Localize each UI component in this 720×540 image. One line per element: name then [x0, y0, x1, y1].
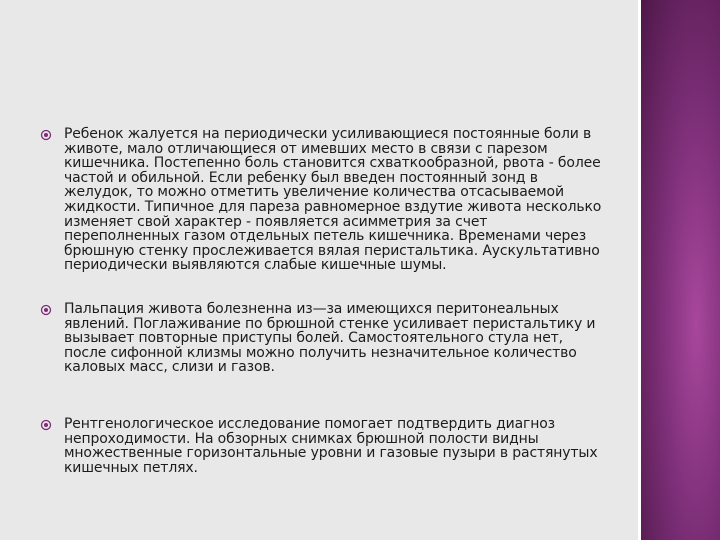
bullet-text: Ребенок жалуется на периодически усиливающиеся постоянные боли в животе, мало отличающиеся от имевших место в связи с парезом кишечника. Постепенно боль становится схваткообразной, рвота - более частой и обильной. Если ребенку был введен постоянный зонд в желудок, то можно отметить увеличение количества отсасываемой жидкости. Типичное для пареза равномерное вздутие живота несколько изменяет свой характер - появляется асимметрия за счет переполненных газом отдельных петель кишечника. Временами через брюшную стенку прослеживается вялая перистальтика. Аускультативно периодически выявляются слабые кишечные шумы.	[64, 126, 602, 274]
circled-dot-icon	[40, 129, 52, 141]
decorative-side-panel	[641, 0, 720, 540]
circled-dot-icon	[40, 304, 52, 316]
bullet-text: Пальпация живота болезненна из—за имеющихся перитонеальных явлений. Поглаживание по брюшной стенке усиливает перистальтику и вызывает повторные приступы болей. Самостоятельного стула нет, после сифонной клизмы можно получить незначительное количество каловых масс, слизи и газов.	[64, 301, 596, 376]
circled-dot-icon	[40, 419, 52, 431]
bullet-text: Рентгенологическое исследование помогает подтвердить диагноз непроходимости. На обзорных снимках брюшной полости видны множественные горизонтальные уровни и газовые пузыри в растянутых кишечных петлях.	[64, 416, 598, 476]
